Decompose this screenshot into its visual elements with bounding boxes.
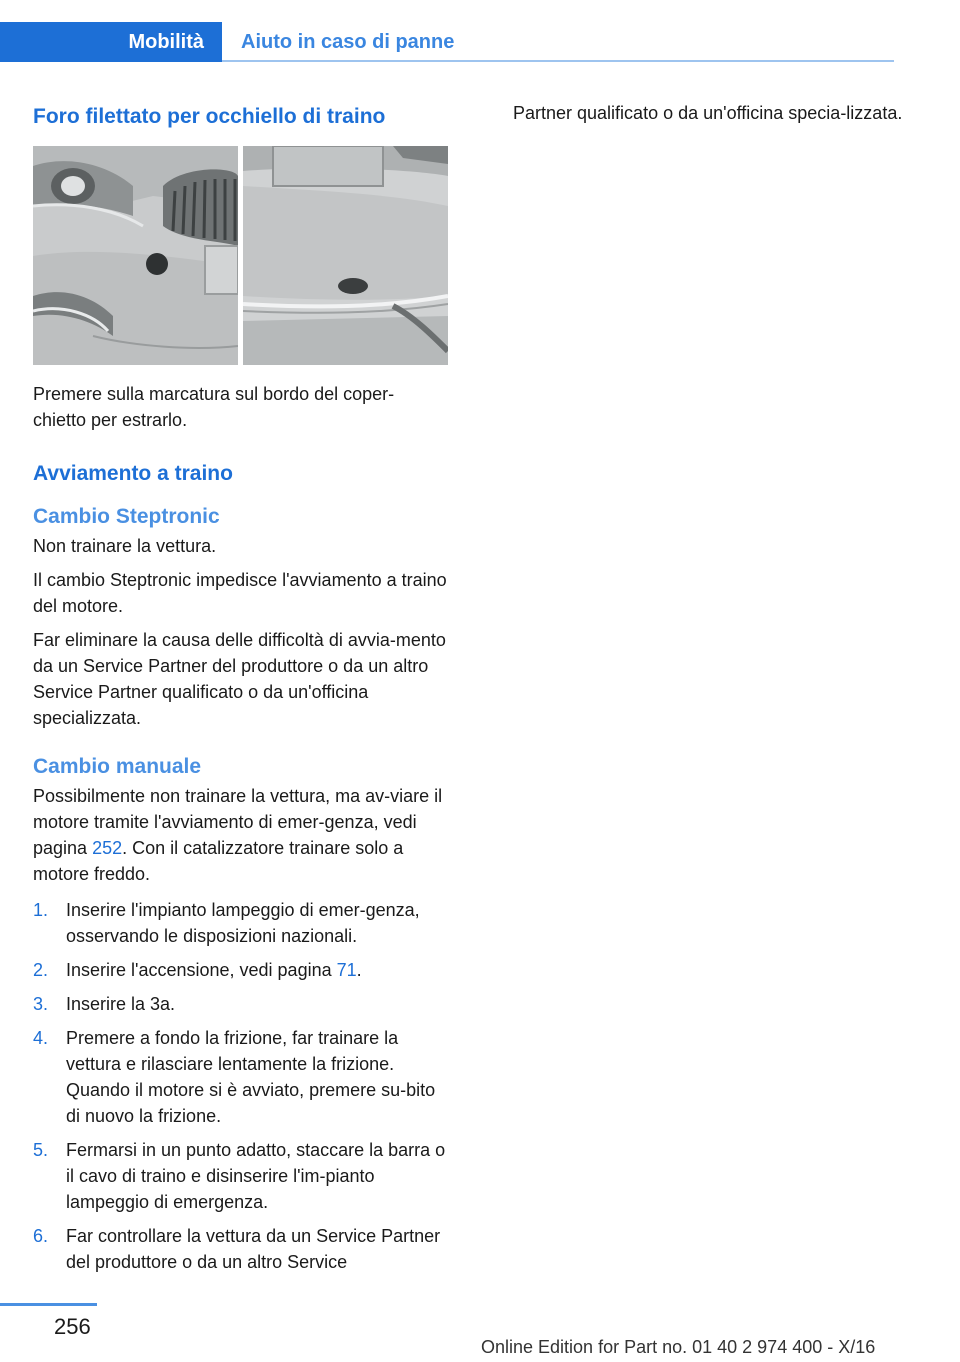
- steptronic-paragraph-2: Il cambio Steptronic impedisce l'avviamento a traino del motore.: [33, 570, 447, 616]
- step-text: Inserire l'impianto lampeggio di emer‐genza, osservando le disposizioni nazionali.: [66, 900, 420, 946]
- left-column: [33, 100, 453, 1283]
- list-item: [33, 1223, 453, 1275]
- section-title-tow-start: Avviamento a traino: [33, 462, 233, 485]
- page-header: [0, 0, 960, 64]
- tow-eye-instruction: Premere sulla marcatura sul bordo del coper‐chietto per estrarlo.: [33, 384, 395, 430]
- step-number: 1.: [33, 900, 49, 920]
- tab-aiuto-in-caso-di-panne[interactable]: Aiuto in caso di panne: [241, 30, 455, 53]
- step-text: Premere a fondo la frizione, far trainare la vettura e rilasciare lentamente la frizione. Quando il motore si è avviato, premere su‐bito di nuovo la frizione.: [66, 1028, 436, 1126]
- rear-bumper-photo: [243, 146, 448, 365]
- header-divider: [222, 60, 894, 62]
- subsection-title-manual: Cambio manuale: [33, 755, 202, 778]
- list-item: [33, 1025, 453, 1129]
- step-6-continuation: Partner qualificato o da un'officina specia‐lizzata.: [513, 103, 903, 123]
- step-text: Inserire la 3a.: [66, 994, 176, 1014]
- tab-mobilita[interactable]: Mobilità: [0, 22, 222, 62]
- list-item: [33, 957, 453, 983]
- manual-paragraph-1: [33, 783, 453, 887]
- step-number: 6.: [33, 1226, 49, 1246]
- list-item: [33, 991, 453, 1017]
- subsection-title-steptronic: Cambio Steptronic: [33, 505, 220, 528]
- step-number: 4.: [33, 1028, 49, 1048]
- page-link-71[interactable]: 71: [336, 960, 357, 980]
- list-item: [33, 1137, 453, 1215]
- section-title-tow-eye: Foro filettato per occhiello di traino: [33, 105, 386, 128]
- right-column: [513, 100, 903, 126]
- steptronic-paragraph-3: Far eliminare la causa delle difficoltà di avvia‐mento da un Service Partner del produttore o da un altro Service Partner qualificato o da un'officina specializzata.: [33, 630, 446, 728]
- step-text: Inserire l'accensione, vedi pagina: [66, 960, 337, 980]
- edition-info: Online Edition for Part no. 01 40 2 974 400 - X/16: [481, 1337, 876, 1357]
- manual-paragraph-1-tail: . Con il catalizzatore trainare solo a motore freddo.: [33, 838, 404, 884]
- step-text: Fermarsi in un punto adatto, staccare la barra o il cavo di traino e disinserire l'im‐pianto lampeggio di emergenza.: [66, 1140, 446, 1212]
- step-number: 2.: [33, 960, 49, 980]
- manual-paragraph-1-text: Possibilmente non trainare la vettura, ma av‐viare il motore tramite l'avviamento di emer‐genza, vedi pagina: [33, 786, 443, 858]
- page-link-252[interactable]: 252: [92, 838, 123, 858]
- step-number: 5.: [33, 1140, 49, 1160]
- steps-list: [33, 897, 453, 1275]
- list-item: [33, 897, 453, 949]
- step-text: Far controllare la vettura da un Service Partner del produttore o da un altro Service: [66, 1226, 441, 1272]
- step-number: 3.: [33, 994, 49, 1014]
- step-text-tail: .: [356, 960, 362, 980]
- page-number: 256: [54, 1314, 91, 1339]
- front-bumper-photo: [33, 146, 238, 365]
- steptronic-paragraph-1: Non trainare la vettura.: [33, 536, 217, 556]
- footer-divider: [0, 1303, 97, 1306]
- bumper-photo: [33, 146, 448, 365]
